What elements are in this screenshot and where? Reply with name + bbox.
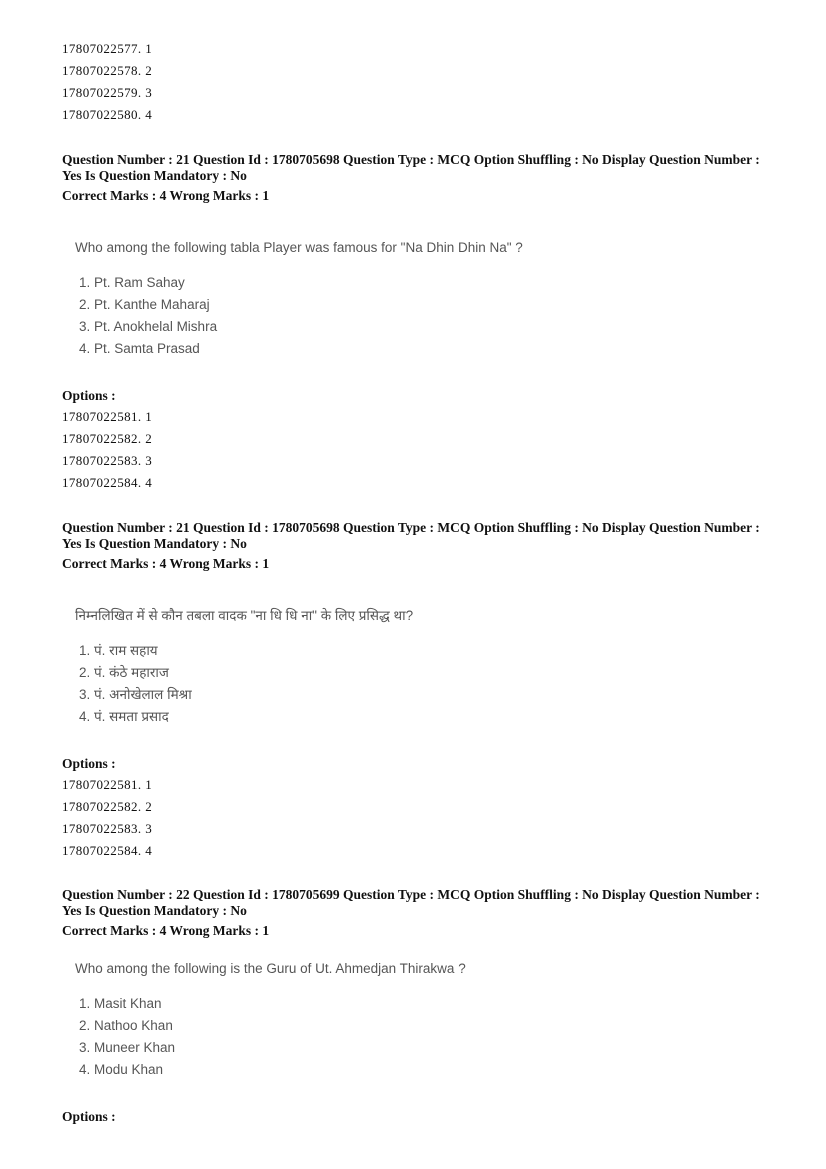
choice-item: 4. पं. समता प्रसाद <box>79 709 169 724</box>
top-options-list <box>62 38 152 126</box>
choice-list <box>75 993 466 1081</box>
option-id: 17807022583. 3 <box>62 821 153 836</box>
choice-item: 1. पं. राम सहाय <box>79 643 158 658</box>
choice-item: 3. Pt. Anokhelal Mishra <box>79 319 218 334</box>
options-block-q21-en <box>62 386 152 494</box>
options-block-q22 <box>62 1107 116 1127</box>
question-image-q21-en <box>75 238 523 360</box>
option-id: 17807022584. 4 <box>62 475 153 490</box>
question-header-q21-en <box>62 152 762 204</box>
choice-item: 4. Pt. Samta Prasad <box>79 341 200 356</box>
choice-item: 2. पं. कंठे महाराज <box>79 665 169 680</box>
question-header-q22 <box>62 887 762 939</box>
choice-item: 4. Modu Khan <box>79 1062 164 1077</box>
options-label: Options : <box>62 756 116 771</box>
option-id: 17807022583. 3 <box>62 453 153 468</box>
option-id: 17807022578. 2 <box>62 63 153 78</box>
choice-item: 3. पं. अनोखेलाल मिश्रा <box>79 687 192 702</box>
options-label: Options : <box>62 1109 116 1124</box>
option-id: 17807022582. 2 <box>62 431 153 446</box>
option-id: 17807022581. 1 <box>62 409 153 424</box>
marks-line: Correct Marks : 4 Wrong Marks : 1 <box>62 188 270 203</box>
option-id: 17807022580. 4 <box>62 107 153 122</box>
question-image-q22 <box>75 959 466 1081</box>
marks-line: Correct Marks : 4 Wrong Marks : 1 <box>62 556 270 571</box>
choice-item: 1. Masit Khan <box>79 996 162 1011</box>
question-text: Who among the following is the Guru of Ut. Ahmedjan Thirakwa ? <box>75 961 466 976</box>
choice-list <box>75 640 413 728</box>
question-text: Who among the following tabla Player was famous for "Na Dhin Dhin Na" ? <box>75 240 523 255</box>
option-id: 17807022579. 3 <box>62 85 153 100</box>
question-text: निम्नलिखित में से कौन तबला वादक "ना धि धि ना" के लिए प्रसिद्ध था? <box>75 608 414 623</box>
question-header: Question Number : 21 Question Id : 1780705698 Question Type : MCQ Option Shuffling : No Display Question Number : Yes Is Question Mandatory : No <box>62 152 760 183</box>
choice-item: 2. Nathoo Khan <box>79 1018 173 1033</box>
choice-item: 1. Pt. Ram Sahay <box>79 275 185 290</box>
question-image-q21-hi <box>75 606 413 728</box>
question-header: Question Number : 21 Question Id : 1780705698 Question Type : MCQ Option Shuffling : No Display Question Number : Yes Is Question Mandatory : No <box>62 520 760 551</box>
options-block-q21-hi <box>62 754 152 862</box>
choice-item: 2. Pt. Kanthe Maharaj <box>79 297 210 312</box>
option-id: 17807022584. 4 <box>62 843 153 858</box>
choice-list <box>75 272 523 360</box>
option-id: 17807022581. 1 <box>62 777 153 792</box>
option-id: 17807022582. 2 <box>62 799 153 814</box>
marks-line: Correct Marks : 4 Wrong Marks : 1 <box>62 923 270 938</box>
option-id: 17807022577. 1 <box>62 41 153 56</box>
question-header-q21-hi <box>62 520 762 572</box>
options-label: Options : <box>62 388 116 403</box>
question-header: Question Number : 22 Question Id : 1780705699 Question Type : MCQ Option Shuffling : No Display Question Number : Yes Is Question Mandatory : No <box>62 887 760 918</box>
choice-item: 3. Muneer Khan <box>79 1040 176 1055</box>
